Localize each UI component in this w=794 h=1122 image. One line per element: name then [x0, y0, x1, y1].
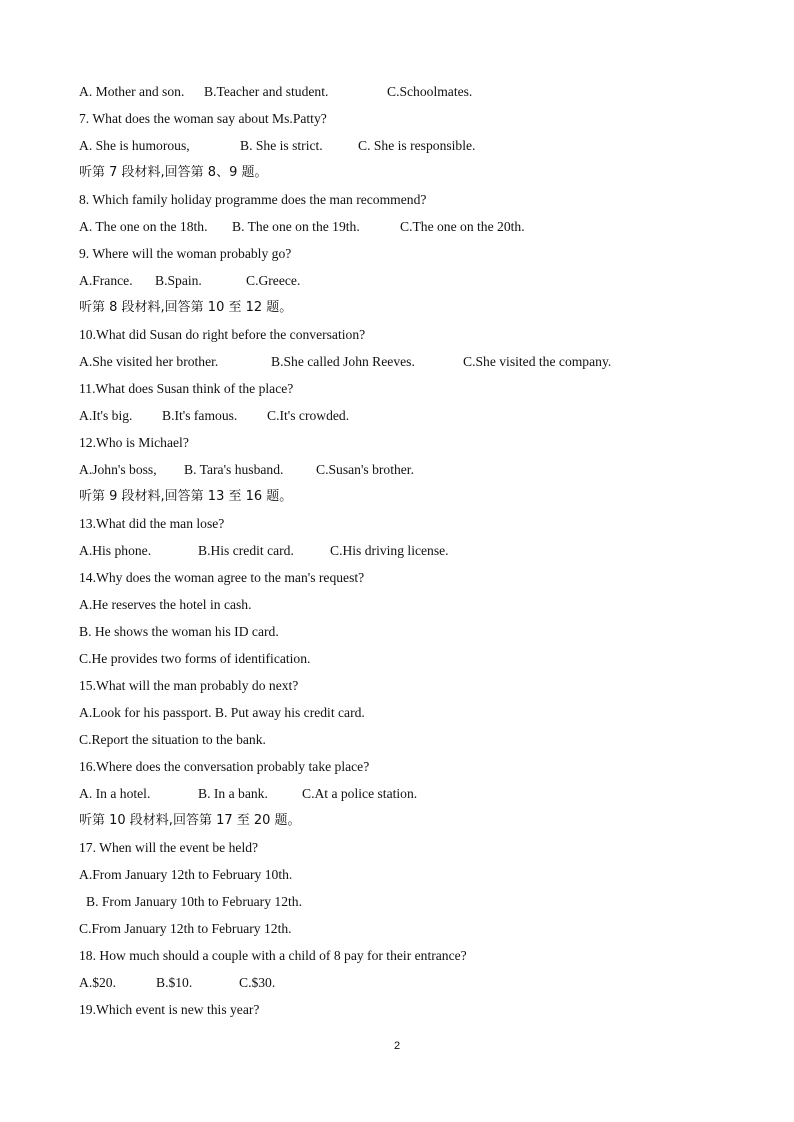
page-number: 2	[393, 1040, 401, 1052]
q14-option-c: C.He provides two forms of identification.	[79, 651, 311, 666]
section-8-heading: 听第 8 段材料,回答第 10 至 12 题。	[79, 300, 293, 315]
q8-option-b: B. The one on the 19th.	[232, 219, 360, 234]
section-10-heading: 听第 10 段材料,回答第 17 至 20 题。	[79, 813, 301, 828]
q11-option-c: C.It's crowded.	[267, 408, 350, 423]
q18-option-a: A.$20.	[79, 975, 117, 990]
q7-option-a: A. She is humorous,	[79, 138, 190, 153]
section-9-heading: 听第 9 段材料,回答第 13 至 16 题。	[79, 489, 293, 504]
q8-option-a: A. The one on the 18th.	[79, 219, 208, 234]
q15-options-ab: A.Look for his passport. B. Put away his credit card.	[79, 705, 365, 720]
q14-question: 14.Why does the woman agree to the man's request?	[79, 570, 365, 585]
q6-option-c: C.Schoolmates.	[387, 84, 473, 99]
q16-question: 16.Where does the conversation probably take place?	[79, 759, 370, 774]
q12-option-b: B. Tara's husband.	[184, 462, 284, 477]
q8-question: 8. Which family holiday programme does the man recommend?	[79, 192, 427, 207]
q13-option-b: B.His credit card.	[198, 543, 294, 558]
q11-option-a: A.It's big.	[79, 408, 133, 423]
q14-option-b: B. He shows the woman his ID card.	[79, 624, 279, 639]
q17-question: 17. When will the event be held?	[79, 840, 259, 855]
q11-option-b: B.It's famous.	[162, 408, 238, 423]
q10-option-a: A.She visited her brother.	[79, 354, 219, 369]
q7-option-c: C. She is responsible.	[358, 138, 476, 153]
q7-option-b: B. She is strict.	[240, 138, 323, 153]
q13-option-a: A.His phone.	[79, 543, 152, 558]
q11-question: 11.What does Susan think of the place?	[79, 381, 294, 396]
q7-question: 7. What does the woman say about Ms.Patty?	[79, 111, 327, 126]
section-7-heading: 听第 7 段材料,回答第 8、9 题。	[79, 165, 268, 180]
q15-option-c: C.Report the situation to the bank.	[79, 732, 266, 747]
q19-question: 19.Which event is new this year?	[79, 1002, 260, 1017]
q10-option-c: C.She visited the company.	[463, 354, 612, 369]
q16-option-b: B. In a bank.	[198, 786, 268, 801]
q13-option-c: C.His driving license.	[330, 543, 449, 558]
q9-option-a: A.France.	[79, 273, 133, 288]
q8-option-c: C.The one on the 20th.	[400, 219, 525, 234]
q17-option-b: B. From January 10th to February 12th.	[86, 894, 302, 909]
q17-option-c: C.From January 12th to February 12th.	[79, 921, 292, 936]
q10-question: 10.What did Susan do right before the conversation?	[79, 327, 366, 342]
q12-option-c: C.Susan's brother.	[316, 462, 414, 477]
q15-question: 15.What will the man probably do next?	[79, 678, 299, 693]
q9-option-c: C.Greece.	[246, 273, 301, 288]
q6-option-a: A. Mother and son.	[79, 84, 185, 99]
q6-option-b: B.Teacher and student.	[204, 84, 329, 99]
q18-option-b: B.$10.	[156, 975, 193, 990]
q16-option-c: C.At a police station.	[302, 786, 418, 801]
q9-question: 9. Where will the woman probably go?	[79, 246, 292, 261]
q18-option-c: C.$30.	[239, 975, 276, 990]
q12-question: 12.Who is Michael?	[79, 435, 189, 450]
q18-question: 18. How much should a couple with a child of 8 pay for their entrance?	[79, 948, 467, 963]
q13-question: 13.What did the man lose?	[79, 516, 225, 531]
q12-option-a: A.John's boss,	[79, 462, 157, 477]
q14-option-a: A.He reserves the hotel in cash.	[79, 597, 252, 612]
q9-option-b: B.Spain.	[155, 273, 202, 288]
q16-option-a: A. In a hotel.	[79, 786, 151, 801]
q10-option-b: B.She called John Reeves.	[271, 354, 415, 369]
q17-option-a: A.From January 12th to February 10th.	[79, 867, 293, 882]
